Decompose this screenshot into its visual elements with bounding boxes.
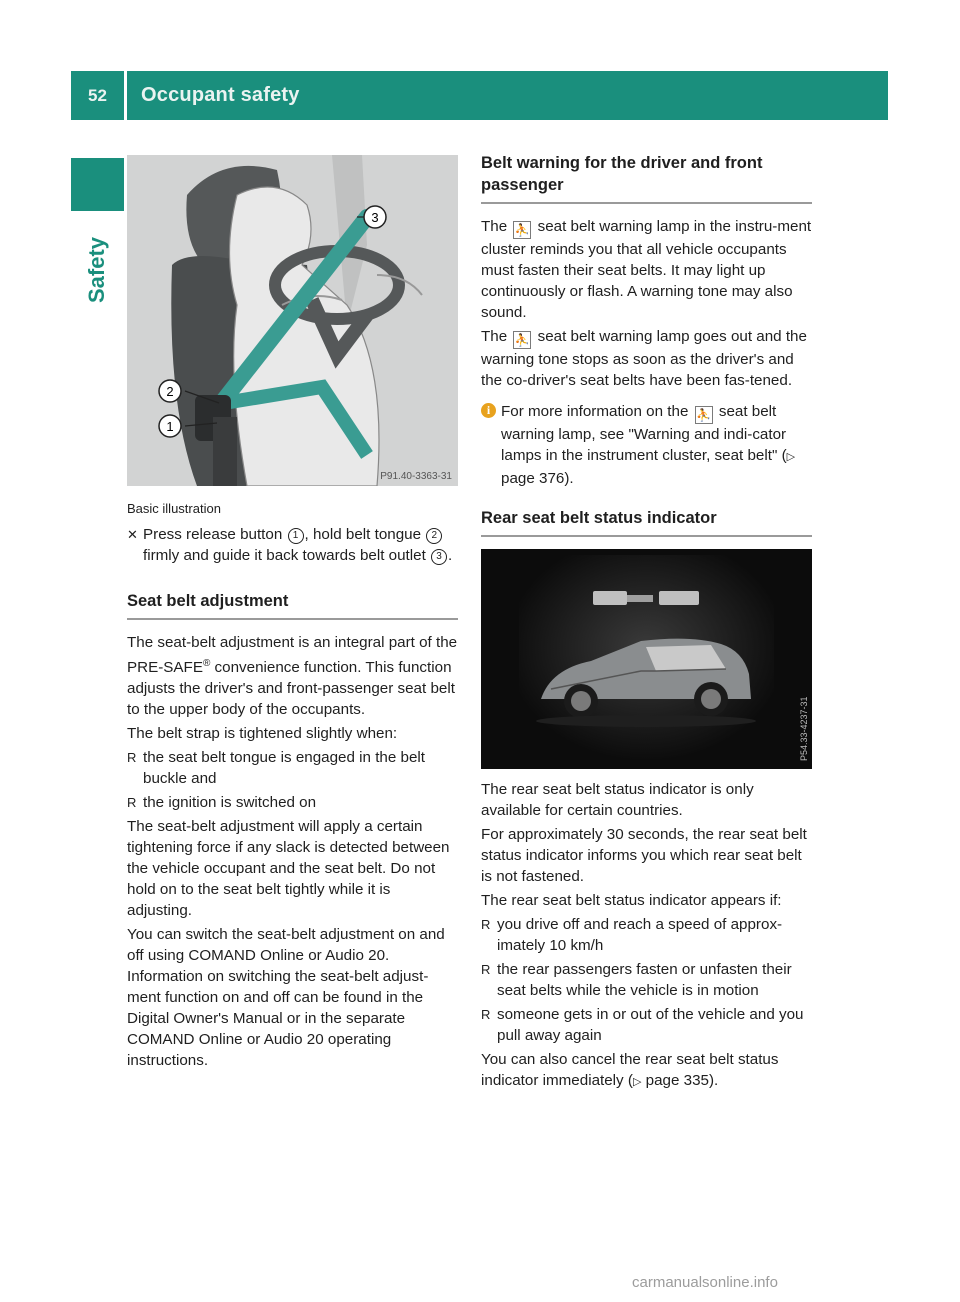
page-ref-arrow-icon: ▷: [632, 1076, 642, 1088]
bullet-icon: R: [481, 917, 491, 932]
right-column: [481, 152, 812, 1096]
paragraph: The rear seat belt status indicator appears if:: [481, 892, 782, 909]
figure-caption: Basic illustration: [127, 501, 221, 516]
callout-ref-1: 1: [288, 528, 304, 544]
text-run: The seat-belt adjustment is an integral part of the PRE-SAFE: [127, 634, 458, 677]
text-run: seat belt warning lamp in the instru-ment cluster reminds you that all vehicle occupants must fasten their seat belts. It may light up continuously or flash. A warning tone may also sound.: [481, 218, 812, 321]
callout-1-label: 1: [166, 419, 174, 434]
left-column: [127, 155, 458, 1074]
side-tab-block: [71, 158, 124, 211]
side-tab: [72, 215, 123, 325]
rear-seat-belt-display-image: [481, 549, 812, 769]
step-text-3: firmly and guide it back towards belt outlet: [143, 547, 431, 564]
chapter-title: Occupant safety: [127, 71, 888, 120]
text-run: seat belt warning lamp goes out and the warning tone stops as soon as the driver's and the co-driver's seat belts have been fas-tened.: [481, 328, 807, 389]
list-item-text: someone gets in or out of the vehicle and you pull away again: [497, 1006, 804, 1044]
step-text-1: Press release button: [143, 526, 287, 543]
paragraph: For approximately 30 seconds, the rear seat belt status indicator informs you which rear seat belt is not fastened.: [481, 826, 807, 885]
section-title-belt-warning: Belt warning for the driver and front passenger: [481, 152, 812, 204]
callout-2-label: 2: [166, 384, 174, 399]
seat-belt-illustration: [127, 155, 458, 486]
seat-belt-warning-icon: ⛹: [514, 333, 530, 347]
text-run: The: [481, 328, 512, 345]
registered-mark: ®: [202, 658, 211, 669]
step-text-4: .: [448, 547, 453, 564]
paragraph: The belt strap is tightened slightly when:: [127, 725, 398, 743]
watermark: carmanualsonline.info: [632, 1274, 778, 1291]
text-run: page 376).: [501, 470, 574, 487]
text-run: You can also cancel the rear seat belt status indicator immediately (: [481, 1051, 779, 1089]
text-run: convenience function. This function adjusts the driver's and front-passenger seat belt to the upper body of the occupants.: [127, 659, 455, 719]
bullet-list: [127, 747, 458, 813]
image-code: P54.33-4237-31: [799, 696, 809, 761]
text-run: page 335).: [641, 1072, 719, 1089]
step-text-2: , hold belt tongue: [304, 526, 426, 543]
info-icon: i: [481, 403, 496, 418]
list-item-text: you drive off and reach a speed of approx-imately 10 km/h: [497, 916, 783, 954]
bullet-icon: R: [481, 962, 491, 977]
callout-ref-2: 2: [426, 528, 442, 544]
list-item: [481, 914, 812, 956]
page-ref-arrow-icon: ▷: [786, 451, 796, 463]
paragraph: [481, 1049, 812, 1093]
info-note: [481, 401, 812, 489]
list-item: [127, 792, 458, 813]
bullet-icon: R: [127, 795, 137, 811]
paragraph: [481, 216, 812, 323]
text-run: For more information on the: [501, 403, 693, 420]
list-item-text: the ignition is switched on: [143, 794, 317, 812]
seat-belt-warning-icon: ⛹: [514, 223, 530, 237]
paragraph: You can switch the seat-belt adjustment on and off using COMAND Online or Audio 20. Information on switching the seat-belt adjust-ment function on and off can be found in the Digital Owner's Manual or in the separate COMAND Online or Audio 20 operating instructions.: [127, 926, 445, 1070]
section-title-rear-seat-belt: Rear seat belt status indicator: [481, 507, 812, 537]
list-item-text: the seat belt tongue is engaged in the belt buckle and: [143, 749, 426, 788]
list-item: [481, 959, 812, 1001]
figure-code: P91.40-3363-31: [380, 471, 452, 482]
text-run: The: [481, 218, 512, 235]
paragraph: The rear seat belt status indicator is only available for certain countries.: [481, 781, 754, 819]
callout-3-label: 3: [371, 210, 379, 225]
paragraph: [127, 632, 458, 720]
callout-ref-3: 3: [431, 549, 447, 565]
text-run: seat belt warning lamp, see "Warning and indi-cator lamps in the instrument cluster, seat belt" (: [501, 403, 787, 464]
list-item: [127, 747, 458, 789]
page-number: 52: [71, 71, 124, 120]
list-item-text: the rear passengers fasten or unfasten their seat belts while the vehicle is in motion: [497, 961, 792, 999]
seat-belt-warning-icon: ⛹: [696, 408, 712, 422]
arrow-right-icon: ✕: [127, 527, 138, 542]
bullet-list: [481, 914, 812, 1046]
list-item: [481, 1004, 812, 1046]
bullet-icon: R: [127, 750, 137, 766]
section-title-seat-belt-adjustment: Seat belt adjustment: [127, 590, 458, 620]
paragraph: [481, 326, 812, 391]
paragraph: The seat-belt adjustment will apply a certain tightening force if any slack is detected between the vehicle occupant and the seat belt. Do not hold on to the seat belt tightly while it is adjusting.: [127, 818, 450, 920]
instruction-step: [127, 524, 458, 566]
bullet-icon: R: [481, 1007, 491, 1022]
side-tab-label: Safety: [84, 236, 110, 304]
